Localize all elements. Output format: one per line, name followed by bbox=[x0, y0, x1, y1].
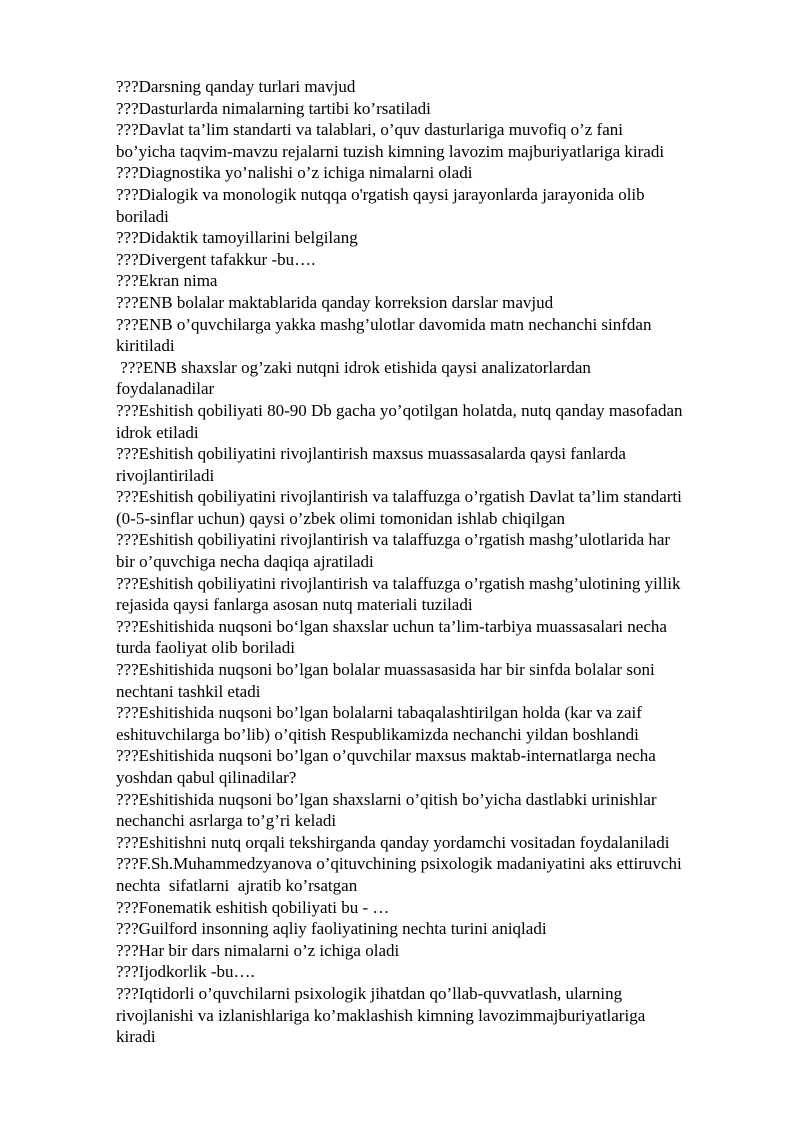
text-line: nechta sifatlarni ajratib ko’rsatgan bbox=[116, 875, 358, 895]
text-line: ???Eshitishida nuqsoni bo’lgan shaxslarni o’qitish bo’yicha dastlabki urinishlar bbox=[116, 789, 657, 809]
text-line: ???Eshitishida nuqsoni bo‘lgan shaxslar uchun ta’lim-tarbiya muassasalari necha bbox=[116, 616, 667, 636]
text-line: nechanchi asrlarga to’g’ri keladi bbox=[116, 811, 337, 831]
text-line: kiritiladi bbox=[116, 336, 175, 356]
text-line: bir o’quvchiga necha daqiqa ajratiladi bbox=[116, 552, 374, 572]
text-line: ???Eshitishida nuqsoni bo’lgan o’quvchilar maxsus maktab-internatlarga necha bbox=[116, 746, 656, 766]
text-line: ???Eshitish qobiliyatini rivojlantirish va talaffuzga o’rgatish mashg’ulotlarida har bbox=[116, 530, 671, 550]
text-line: ???ENB shaxslar og’zaki nutqni idrok etishida qaysi analizatorlardan bbox=[116, 357, 591, 377]
text-line: eshituvchilarga bo’lib) o’qitish Respublikamizda nechanchi yildan boshlandi bbox=[116, 724, 639, 744]
text-line: turda faoliyat olib boriladi bbox=[116, 638, 295, 658]
text-line: (0-5-sinflar uchun) qaysi o’zbek olimi tomonidan ishlab chiqilgan bbox=[116, 508, 565, 528]
text-line: rivojlanishi va izlanishlariga ko’maklashish kimning lavozimmajburiyatlariga bbox=[116, 1005, 646, 1025]
text-line: nechtani tashkil etadi bbox=[116, 681, 261, 701]
text-line: ???ENB bolalar maktablarida qanday korreksion darslar mavjud bbox=[116, 292, 554, 312]
text-line: yoshdan qabul qilinadilar? bbox=[116, 768, 297, 787]
text-line: ???Darsning qanday turlari mavjud bbox=[116, 77, 356, 96]
text-line: ???Divergent tafakkur -bu…. bbox=[116, 249, 316, 269]
text-line: ???Ijodkorlik -bu…. bbox=[116, 962, 255, 982]
text-line: rivojlantiriladi bbox=[116, 465, 215, 485]
text-line: ???Fonematik eshitish qobiliyati bu - … bbox=[116, 897, 390, 917]
text-line: ???Didaktik tamoyillarini belgilang bbox=[116, 228, 358, 248]
text-line: bo’yicha taqvim-mavzu rejalarni tuzish kimning lavozim majburiyatlariga kiradi bbox=[116, 141, 665, 161]
text-line: ???Dialogik va monologik nutqqa o'rgatish qaysi jarayonlarda jarayonida olib bbox=[116, 184, 645, 204]
text-line: ???Eshitish qobiliyatini rivojlantirish va talaffuzga o’rgatish Davlat ta’lim standarti bbox=[116, 487, 682, 507]
text-line: foydalanadilar bbox=[116, 379, 215, 399]
text-line: rejasida qaysi fanlarga asosan nutq materiali tuziladi bbox=[116, 595, 473, 615]
text-line: ???Eshitish qobiliyati 80-90 Db gacha yo’qotilgan holatda, nutq qanday masofadan bbox=[116, 400, 683, 420]
text-line: ???F.Sh.Muhammedzyanova o’qituvchining psixologik madaniyatini aks ettiruvchi bbox=[116, 854, 682, 874]
text-line: ???Eshitishida nuqsoni bo’lgan bolalar muassasasida har bir sinfda bolalar soni bbox=[116, 660, 655, 680]
text-line: idrok etiladi bbox=[116, 422, 199, 442]
text-line: kiradi bbox=[116, 1027, 156, 1047]
text-line: ???Ekran nima bbox=[116, 271, 218, 291]
document-text bbox=[116, 76, 756, 1048]
text-line: ???Iqtidorli o’quvchilarni psixologik jihatdan qo’llab-quvvatlash, ularning bbox=[116, 983, 623, 1003]
text-line: ???Davlat ta’lim standarti va talablari, o’quv dasturlariga muvofiq o’z fani bbox=[116, 120, 623, 140]
text-line: ???Eshitish qobiliyatini rivojlantirish maxsus muassasalarda qaysi fanlarda bbox=[116, 444, 626, 464]
text-line: ???Dasturlarda nimalarning tartibi ko’rsatiladi bbox=[116, 98, 431, 118]
text-line: ???Eshitish qobiliyatini rivojlantirish va talaffuzga o’rgatish mashg’ulotining yillik bbox=[116, 573, 681, 593]
text-line: ???Eshitishni nutq orqali tekshirganda qanday yordamchi vositadan foydalaniladi bbox=[116, 832, 670, 852]
text-line: boriladi bbox=[116, 206, 169, 226]
text-line: ???Eshitishida nuqsoni bo’lgan bolalarni tabaqalashtirilgan holda (kar va zaif bbox=[116, 703, 642, 723]
text-line: ???Diagnostika yo’nalishi o’z ichiga nimalarni oladi bbox=[116, 163, 473, 183]
text-line: ???Har bir dars nimalarni o’z ichiga oladi bbox=[116, 940, 400, 960]
text-line: ???ENB o’quvchilarga yakka mashg’ulotlar davomida matn nechanchi sinfdan bbox=[116, 314, 652, 334]
text-line: ???Guilford insonning aqliy faoliyatining nechta turini aniqladi bbox=[116, 919, 547, 939]
